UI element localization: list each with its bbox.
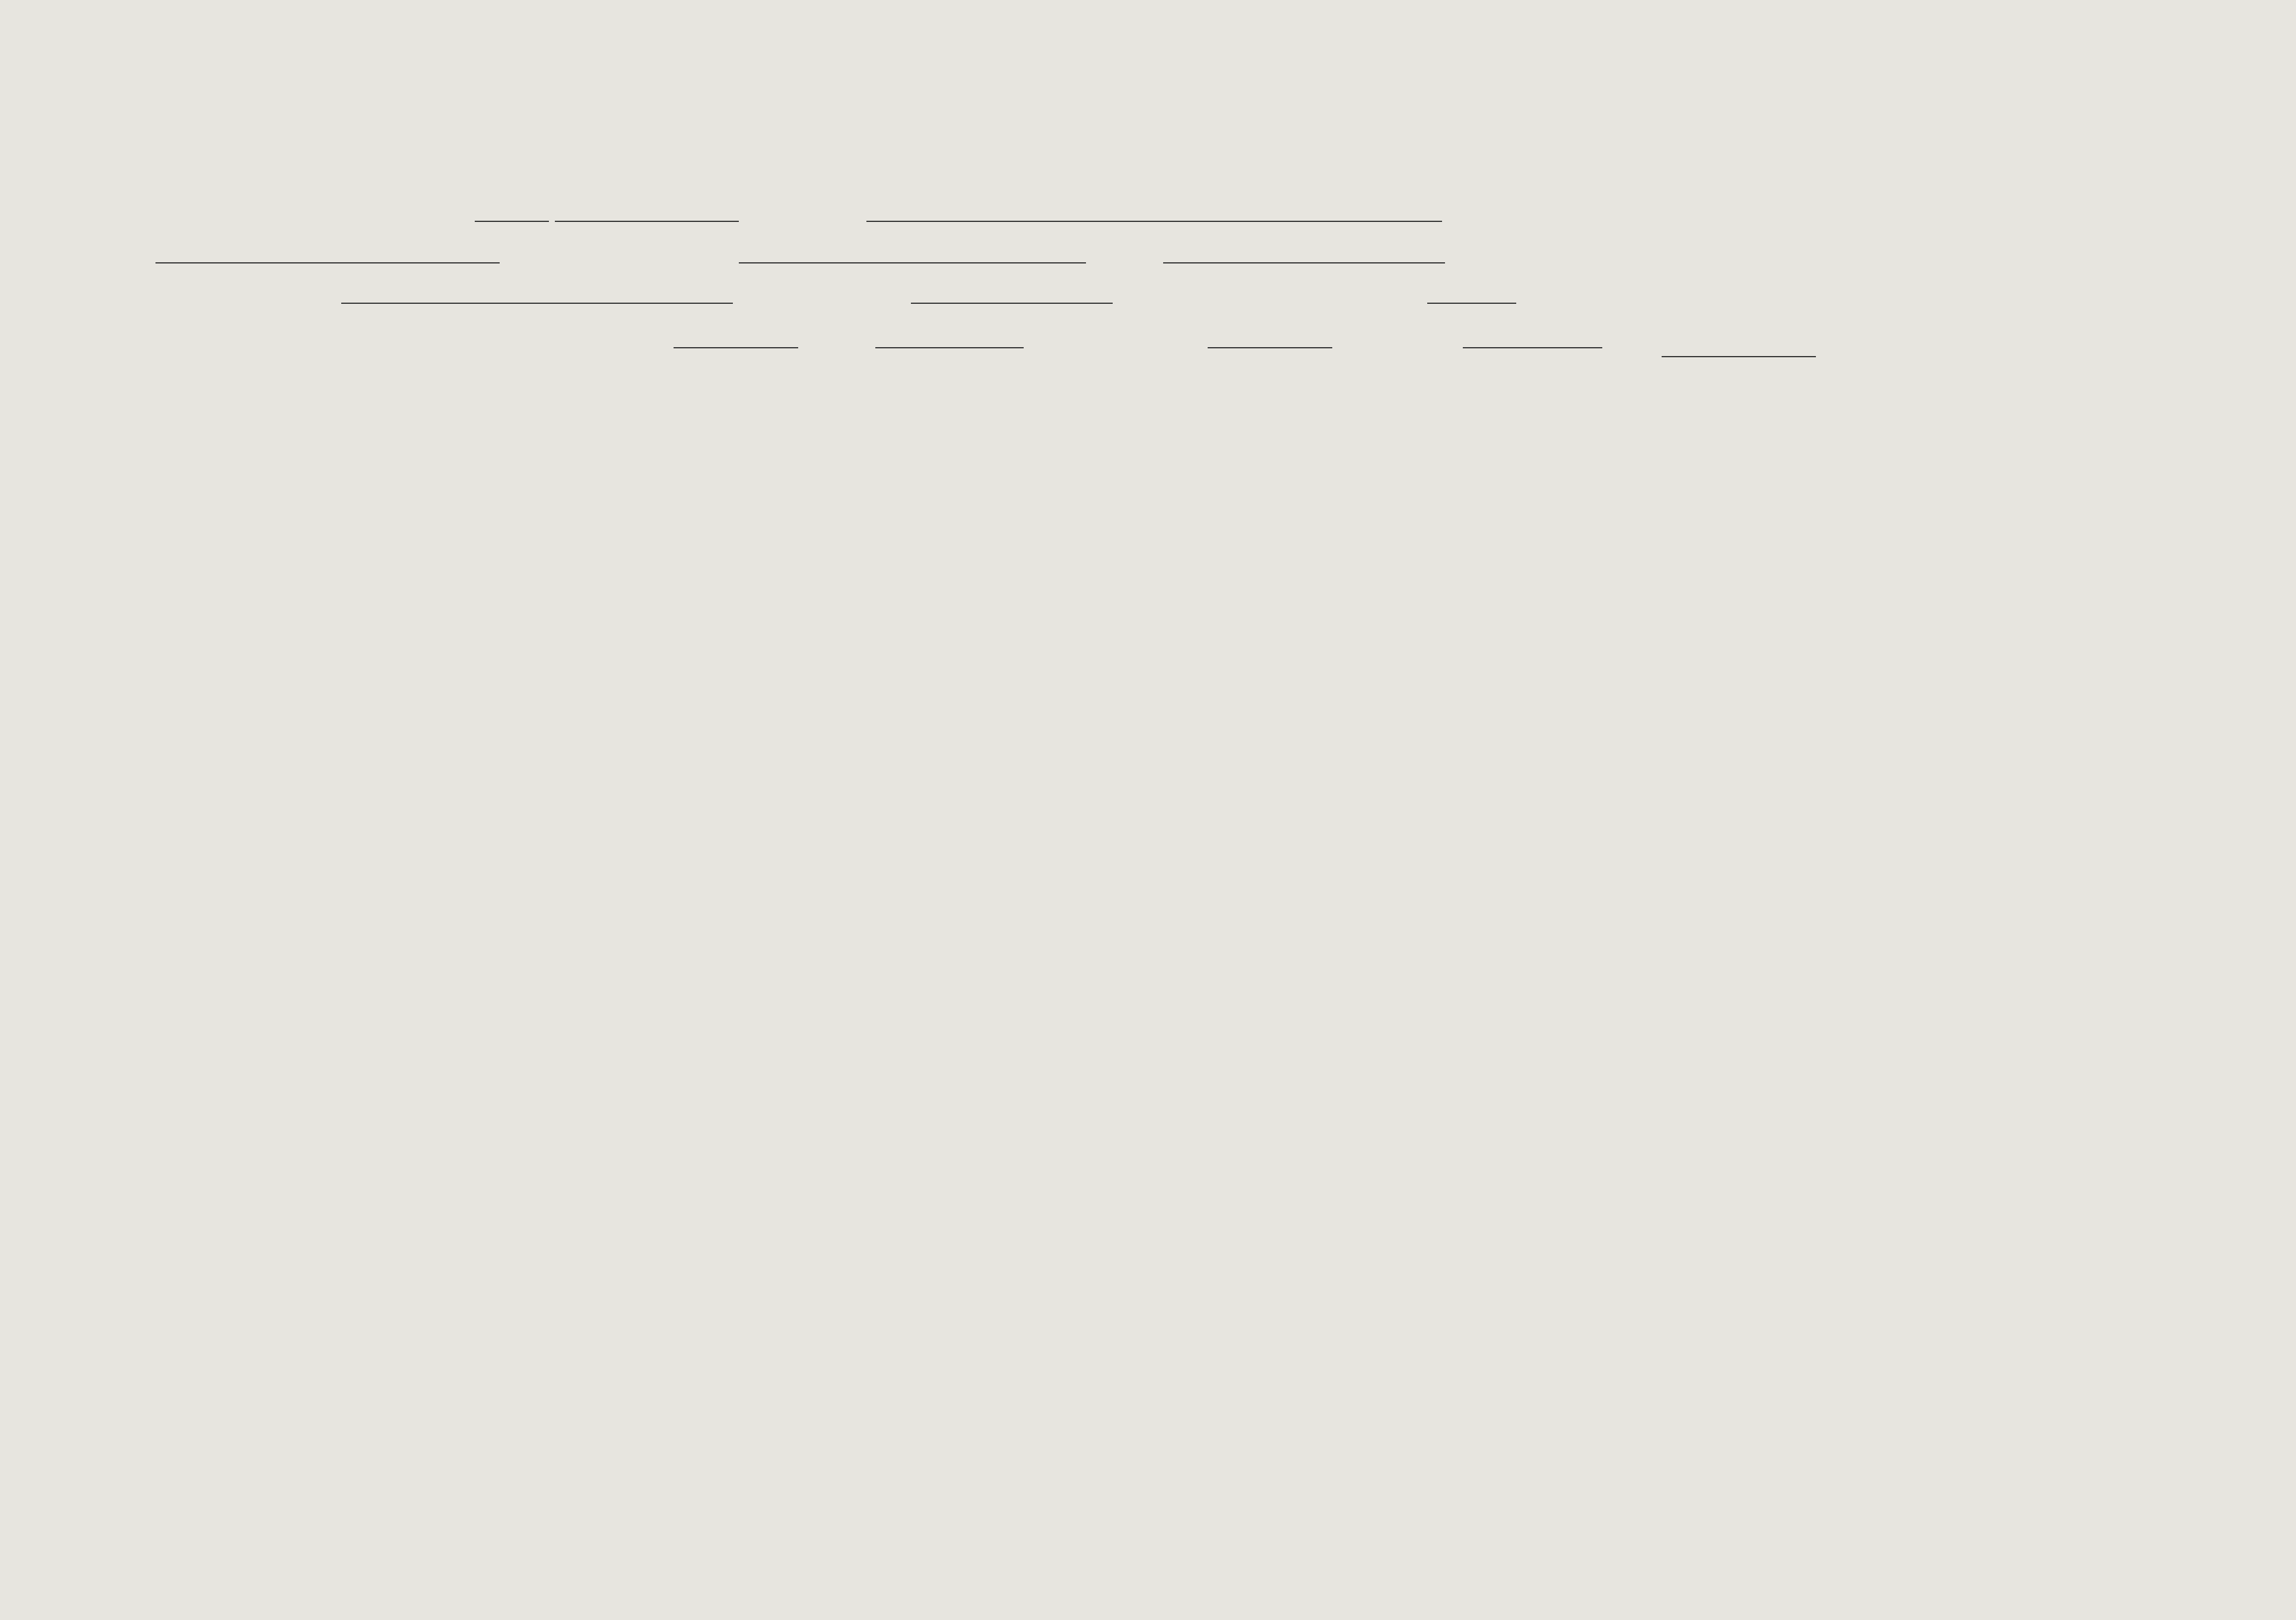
blank-field bbox=[1463, 347, 1602, 348]
blank-field bbox=[875, 347, 1024, 348]
col-relation-header bbox=[471, 404, 506, 573]
blank-field bbox=[555, 221, 739, 222]
blank-field bbox=[1163, 262, 1445, 263]
blank-field bbox=[155, 262, 500, 263]
blank-field bbox=[674, 347, 798, 348]
blank-field bbox=[1662, 356, 1816, 357]
blank-field bbox=[475, 221, 549, 222]
col-members-header bbox=[163, 409, 198, 570]
blank-field bbox=[739, 262, 1086, 263]
blank-field bbox=[1208, 347, 1332, 348]
blank-field bbox=[1427, 303, 1516, 304]
blank-field bbox=[866, 221, 1442, 222]
blank-field bbox=[911, 303, 1113, 304]
blank-field bbox=[341, 303, 733, 304]
col-ticket-header bbox=[596, 409, 632, 570]
